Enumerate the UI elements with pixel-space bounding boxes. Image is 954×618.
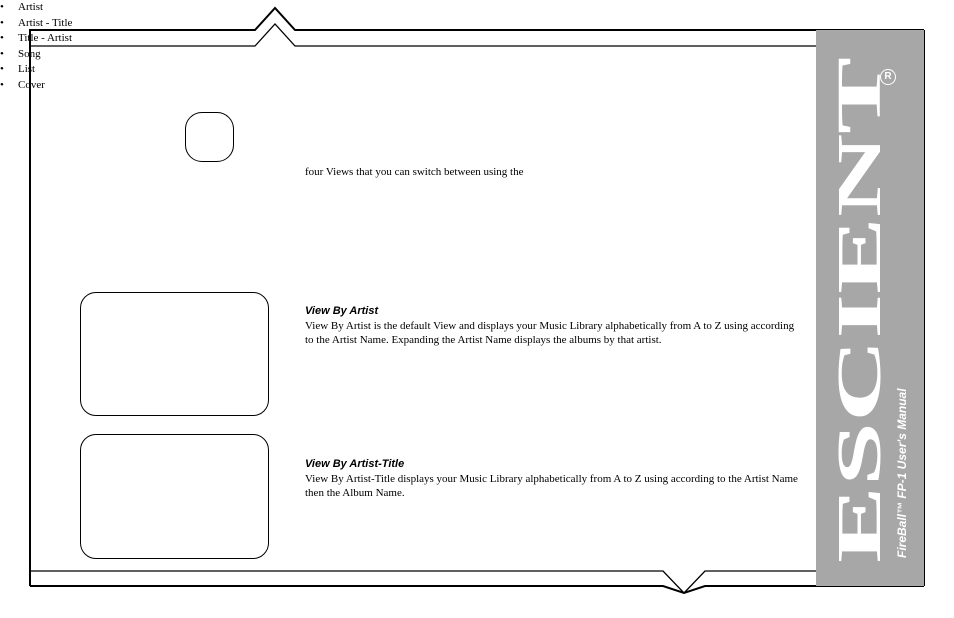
list-item: • Title - Artist [0, 31, 954, 47]
intro-text: four Views that you can switch between using the [305, 166, 524, 178]
icon-placeholder-box [185, 112, 234, 162]
registered-mark: R [880, 69, 896, 85]
list-item: • Artist [0, 0, 954, 16]
manual-title: FireBall™ FP-1 User's Manual [895, 388, 909, 558]
views-list [0, 0, 954, 94]
list-item: • List [0, 62, 954, 78]
list-item: • Song [0, 47, 954, 63]
image-placeholder-view-by-artist-title [80, 434, 269, 559]
logo-text: ESCIENT [826, 290, 894, 563]
section-body: View By Artist is the default View and displays your Music Library alphabetically from A to Z using according to the Artist Name. Expanding the Artist Name displays the albums by that artist. [305, 320, 795, 346]
section-heading: View By Artist-Title [305, 458, 405, 470]
list-item: • Cover [0, 78, 954, 94]
list-item: • Artist - Title [0, 16, 954, 32]
section-heading: View By Artist [305, 305, 379, 317]
section-body: View By Artist-Title displays your Music Library alphabetically from A to Z using according to the Artist Name then the Album Name. [305, 473, 798, 499]
image-placeholder-view-by-artist [80, 292, 269, 416]
